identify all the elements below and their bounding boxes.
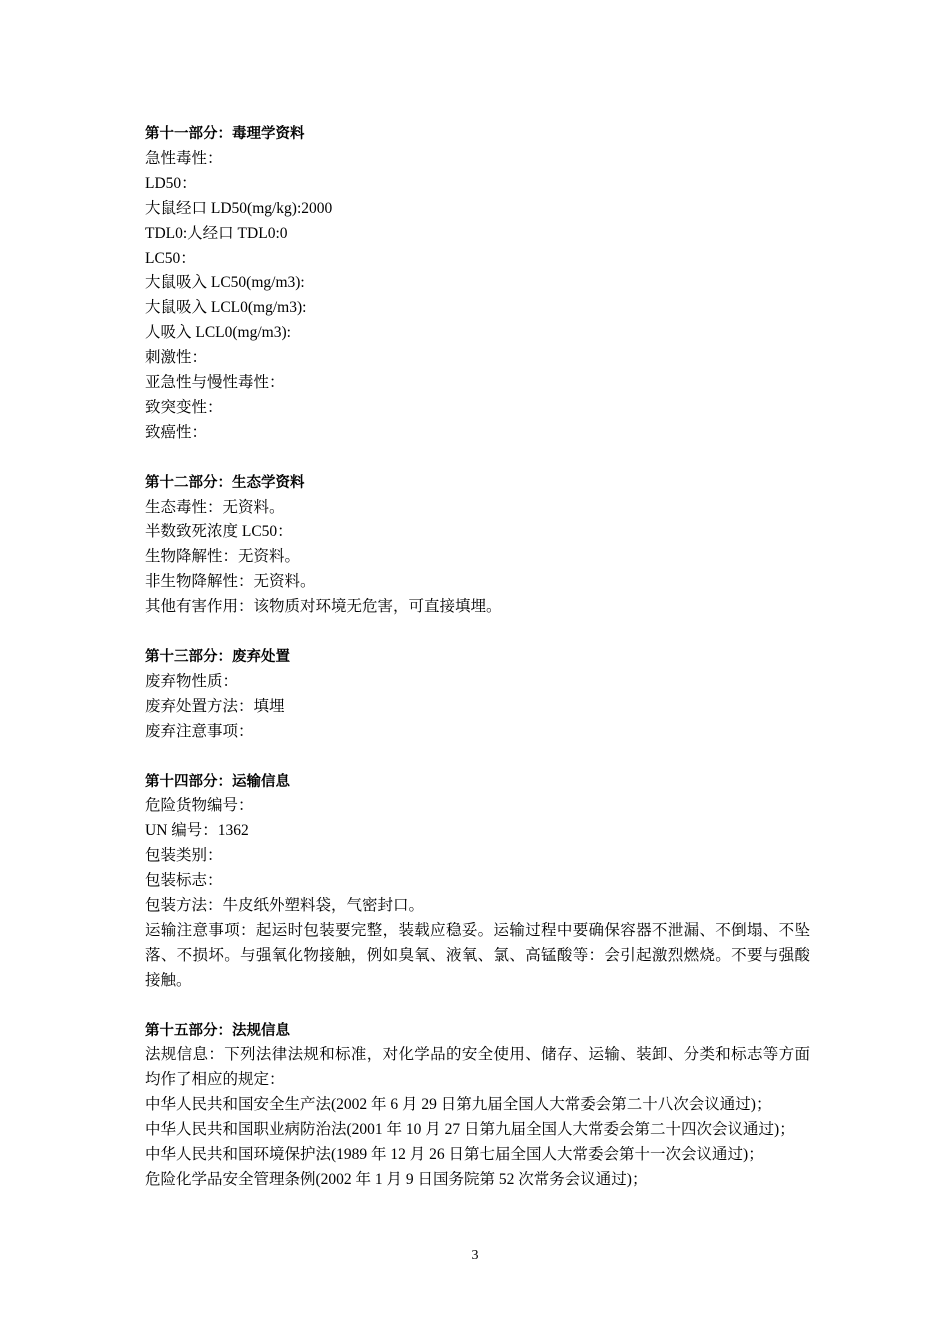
- section-title: 第十三部分：废弃处置: [145, 649, 290, 665]
- text-line: 致癌性：: [145, 423, 208, 441]
- text-line: 刺激性：: [145, 349, 208, 367]
- text-line: 生物降解性：无资料。: [145, 548, 301, 566]
- text-line: 中华人民共和国环境保护法(1989 年 12 月 26 日第七届全国人大常委会第十一次会议通过)；: [145, 1146, 764, 1164]
- text-line: 包装标志：: [145, 872, 223, 890]
- section-title: 第十五部分：法规信息: [145, 1022, 290, 1039]
- text-line: 大鼠吸入 LC50(mg/m3):: [145, 274, 305, 292]
- text-line: 亚急性与慢性毒性：: [145, 374, 285, 392]
- text-line: 急性毒性：: [145, 149, 223, 167]
- text-line: UN 编号：1362: [145, 822, 249, 840]
- section-regulations: [145, 1019, 810, 1193]
- text-line: 废弃注意事项：: [145, 722, 254, 740]
- section-toxicology: [145, 122, 810, 446]
- section-transport: [145, 770, 810, 994]
- section-ecology: [145, 471, 810, 620]
- text-line: 包装类别：: [145, 847, 223, 865]
- text-line: 致突变性：: [145, 398, 223, 416]
- section-title: 第十四部分：运输信息: [145, 773, 290, 790]
- text-line: LD50：: [145, 174, 197, 192]
- text-line: 半数致死浓度 LC50：: [145, 523, 293, 541]
- text-line: 法规信息：下列法律法规和标准，对化学品的安全使用、储存、运输、装卸、分类和标志等方面均作了相应的规定：: [145, 1046, 810, 1089]
- text-line: 包装方法：牛皮纸外塑料袋，气密封口。: [145, 897, 425, 915]
- text-line: 中华人民共和国安全生产法(2002 年 6 月 29 日第九届全国人大常委会第二十八次会议通过)；: [145, 1096, 772, 1114]
- section-title: 第十二部分：生态学资料: [145, 474, 305, 491]
- text-line: 其他有害作用：该物质对环境无危害，可直接填埋。: [145, 598, 502, 616]
- section-title: 第十一部分：毒理学资料: [145, 126, 305, 142]
- text-line: 生态毒性：无资料。: [145, 498, 285, 516]
- page-number: 3: [471, 1248, 479, 1263]
- document-body: [145, 122, 810, 1218]
- text-line: 废弃处置方法：填埋: [145, 697, 285, 715]
- text-line: 人吸入 LCL0(mg/m3):: [145, 324, 291, 342]
- text-line: 大鼠吸入 LCL0(mg/m3):: [145, 299, 307, 317]
- text-line: 危险化学品安全管理条例(2002 年 1 月 9 日国务院第 52 次常务会议通过)；: [145, 1171, 648, 1188]
- text-line: 非生物降解性：无资料。: [145, 573, 316, 591]
- text-line: LC50：: [145, 249, 196, 267]
- text-line: 中华人民共和国职业病防治法(2001 年 10 月 27 日第九届全国人大常委会第二十四次会议通过)；: [145, 1121, 795, 1139]
- text-line: 运输注意事项：起运时包装要完整，装载应稳妥。运输过程中要确保容器不泄漏、不倒塌、不坠落、不损坏。与强氧化物接触，例如臭氧、液氧、氯、高锰酸等：会引起激烈燃烧。不要与强酸接触。: [145, 921, 810, 989]
- text-line: 危险货物编号：: [145, 797, 254, 815]
- text-line: 废弃物性质：: [145, 672, 239, 690]
- text-line: TDL0:人经口 TDL0:0: [145, 224, 288, 242]
- section-disposal: [145, 645, 810, 745]
- text-line: 大鼠经口 LD50(mg/kg):2000: [145, 199, 333, 217]
